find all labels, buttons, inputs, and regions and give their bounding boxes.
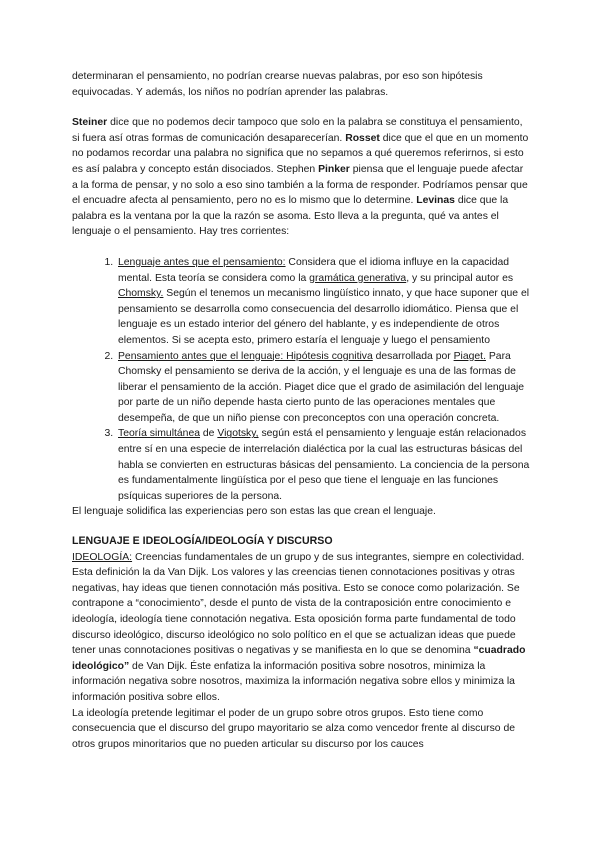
- ideological-square: “cuadrado ideológico”: [72, 645, 526, 672]
- ideology-label: IDEOLOGÍA:: [72, 551, 133, 563]
- paragraph-ideology: IDEOLOGÍA: Creencias fundamentales de un grupo y de sus integrantes, siempre en colectividad. Esta definición la da Van Dijk. Los valores y las creencias tienen connotaciones positivas y otras negativas, hay ideas que tienen connotación más positiva. Esto se conoce como polarización. Se contrapone a “conocimiento”, desde el punto de vista de la contraposición entre conocimiento e ideología, ideología tiene connotación negativa. Esta oposición forma parte fundamental de todo discurso ideológico, discurso ideológico no solo político en el que se actualizan ideas que puede tener unas connotaciones positivas o negativas y se manifiesta en lo que se denomina “cuadrado ideológico” de Van Dijk. Éste enfatiza la información positiva sobre nosotros, minimiza la información negativa sobre nosotros, maximiza la información negativa sobre ellos y minimiza la información positiva sobre ellos.: [72, 551, 526, 703]
- list-item-simultaneous: 3. Teoría simultánea de Vigotsky, según está el pensamiento y lenguaje están relacionados entre sí en una especie de interrelación dialéctica por la cual las estructuras básicas del habla se convierten en estructuras básicas del pensamiento. La conciencia de la persona es fundamentalmente lingüística por el peso que tiene el lenguaje en las funciones psíquicas superiores de la persona.: [116, 426, 530, 504]
- paragraph-hypothesis-end: determinaran el pensamiento, no podrían crearse nuevas palabras, por eso son hipótesis equivocadas. Y además, los niños no podrían aprender las palabras.: [72, 71, 483, 98]
- author-steiner: Steiner: [72, 117, 108, 129]
- theory-title: Teoría simultánea: [118, 428, 201, 440]
- paragraph-legitimation: La ideología pretende legitimar el poder de un grupo sobre otros grupos. Esto tiene como consecuencia que el discurso del grupo mayoritario se alza como vencedor frente al discurso de otros grupos minoritarios que no pueden articular su discurso por los cauces: [72, 707, 515, 750]
- theory-title: Pensamiento antes que el lenguaje: Hipótesis cognitiva: [118, 350, 373, 362]
- theory-title: Lenguaje antes que el pensamiento:: [118, 256, 286, 268]
- author-rosset: Rosset: [345, 132, 380, 144]
- link-chomsky: Chomsky.: [118, 288, 164, 300]
- document-body: [72, 69, 530, 752]
- paragraph-solidify: El lenguaje solidifica las experiencias pero son estas las que crean el lenguaje.: [72, 506, 436, 518]
- link-generative-grammar: gramática generativa: [309, 272, 407, 284]
- theories-list: [72, 255, 530, 505]
- link-piaget: Piaget.: [453, 350, 486, 362]
- list-item-thought-first: 2. Pensamiento antes que el lenguaje: Hipótesis cognitiva desarrollada por Piaget. Para Chomsky el pensamiento se deriva de la acción, y el lenguaje es una de las formas de liberar el pensamiento de la acción. Piaget dice que el grado de asimilación del lenguaje por parte de un niño depende hasta cierto punto de las operaciones mentales que desempeña, de que un niño piense con preconceptos con una operación concreta.: [116, 349, 530, 427]
- author-levinas: Levinas: [416, 195, 455, 207]
- author-pinker: Pinker: [318, 163, 350, 175]
- list-item-language-first: 1. Lenguaje antes que el pensamiento: Considera que el idioma influye en la capacidad mental. Esta teoría se considera como la gramática generativa, y su principal autor es Chomsky. Según el tenemos un mecanismo lingüístico innato, y que hace suponer que el pensamiento se desarrolla como consecuencia del desarrollo idiomático. Piensa que el lenguaje es un estado interior del género del hablante, y es independiente de otros elementos. Si se acepta esto, primero estaría el lenguaje y luego el pensamiento: [116, 255, 530, 349]
- link-vigotsky: Vigotsky,: [217, 428, 259, 440]
- section-heading: LENGUAJE E IDEOLOGÍA/IDEOLOGÍA Y DISCURSO: [72, 535, 333, 548]
- paragraph-authors: Steiner dice que no podemos decir tampoco que solo en la palabra se constituya el pensamiento, si fuera así otras formas de comunicación desaparecerían. Rosset dice que el que en un momento no podamos recordar una palabra no significa que no sepamos a qué queremos referirnos, si esto es así palabra y concepto están disociados. Stephen Pinker piensa que el lenguaje puede afectar a la forma de pensar, y no solo a eso sino también a la forma de responder. Podríamos pensar que el encuadre afecta al pensamiento, pero no es lo mismo que lo determine. Levinas dice que la palabra es la ventana por la que la razón se asoma. Esto lleva a la pregunta, qué va antes el lenguaje o el pensamiento. Hay tres corrientes:: [72, 117, 529, 238]
